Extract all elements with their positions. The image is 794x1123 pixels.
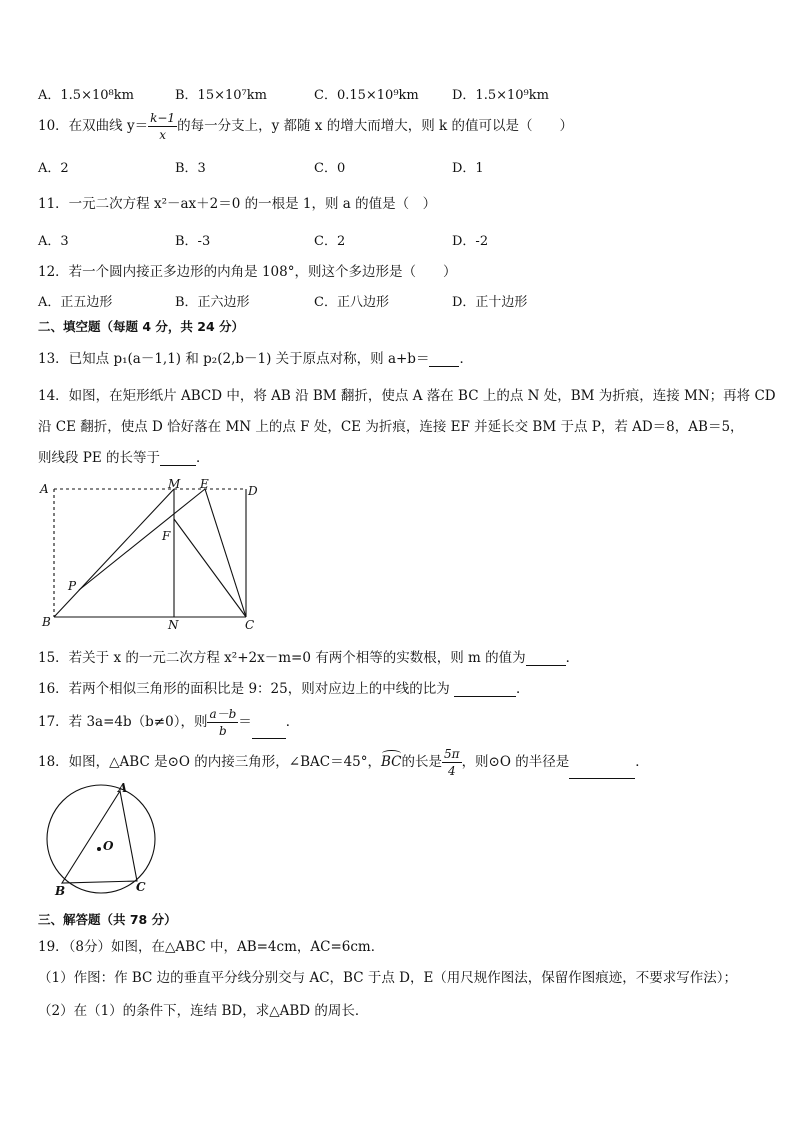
segment-fc <box>174 519 246 617</box>
label-e: E <box>200 477 209 491</box>
q12-question: 12．若一个圆内接正多边形的内角是 108°，则这个多边形是（ ） <box>38 264 457 280</box>
q11-option-b: B．-3 <box>175 234 211 249</box>
arc-symbol-icon <box>382 750 401 757</box>
q11-question: 11．一元二次方程 x²－ax＋2＝0 的一根是 1，则 a 的值是（ ） <box>38 196 437 212</box>
label-a: A <box>118 782 128 795</box>
q12-option-d: D．正十边形 <box>452 295 528 310</box>
q10-option-a: A．2 <box>38 161 69 176</box>
q18-figure <box>40 782 162 898</box>
fold-bm <box>54 489 174 617</box>
q14-text-3: 则线段 PE 的长等于 <box>38 450 161 466</box>
q17-answer-blank[interactable] <box>252 724 286 739</box>
q9-option-b: B．15×10⁷km <box>175 88 267 103</box>
label-p: P <box>68 579 77 593</box>
q16-question: 16．若两个相似三角形的面积比是 9：25，则对应边上的中线的比为 ． <box>38 681 530 697</box>
label-f: F <box>162 529 171 543</box>
q18-question: 18．如图，△ABC 是⊙O 的内接三角形，∠BAC＝45°， BC的长是 $\frac{5\pi}{4}$ ，则⊙O 的半径是 ． <box>38 747 649 778</box>
q18-prefix: 18．如图，△ABC 是⊙O 的内接三角形，∠BAC＝45°， <box>38 754 382 770</box>
q17-prefix: 17．若 3a=4b（b≠0），则 <box>38 714 208 730</box>
q16-text: 16．若两个相似三角形的面积比是 9：25，则对应边上的中线的比为 <box>38 681 450 697</box>
label-c: C <box>245 618 255 632</box>
label-b: B <box>55 884 66 898</box>
q13-answer-blank[interactable] <box>429 352 459 367</box>
section-fill-in-heading: 二、填空题（每题 4 分，共 24 分） <box>38 319 245 334</box>
center-point <box>97 847 101 851</box>
q14-figure <box>36 476 266 634</box>
q18-answer-blank[interactable] <box>569 764 635 779</box>
q9-option-a: A．1.5×10⁸km <box>38 88 134 103</box>
q13-question: 13．已知点 p₁(a－1,1) 和 p₂(2,b－1) 关于原点对称，则 a+b＝ ． <box>38 351 473 367</box>
q14-line-1: 14．如图，在矩形纸片 ABCD 中，将 AB 沿 BM 翻折，使点 A 落在 BC 上的点 N 处，BM 为折痕，连接 MN；再将 CD <box>38 388 776 404</box>
q18-mid: 的长是 <box>401 754 443 770</box>
q17-suffix: ＝ <box>238 714 252 730</box>
circle-o <box>47 785 155 893</box>
triangle-abc <box>62 791 137 883</box>
q12-option-b: B．正六边形 <box>175 295 250 310</box>
label-d: D <box>248 484 258 498</box>
segment-pe <box>79 489 205 590</box>
q14-answer-blank[interactable] <box>160 451 196 466</box>
q15-question: 15．若关于 x 的一元二次方程 x²+2x－m=0 有两个相等的实数根，则 m 的值为 ． <box>38 650 580 666</box>
label-o: O <box>103 839 114 853</box>
q17-fraction <box>207 706 238 739</box>
label-m: M <box>168 477 181 491</box>
q15-text: 15．若关于 x 的一元二次方程 x²+2x－m=0 有两个相等的实数根，则 m 的值为 <box>38 650 526 666</box>
q12-option-c: C．正八边形 <box>314 295 389 310</box>
q17-question: 17．若 3a=4b（b≠0），则 $\frac{a-b}{b}$ ＝ ． <box>38 707 300 738</box>
label-b: B <box>42 615 51 629</box>
q10-option-c: C．0 <box>314 161 346 176</box>
q18-suffix: ，则⊙O 的半径是 <box>461 754 570 770</box>
fold-ce <box>205 489 246 617</box>
q18-arc-bc: BC <box>381 750 402 770</box>
q9-option-c: C．0.15×10⁹km <box>314 88 419 103</box>
q10-frac-num: k−1 <box>150 111 176 125</box>
q17-frac-num: a－b <box>209 707 237 721</box>
q13-text: 13．已知点 p₁(a－1,1) 和 p₂(2,b－1) 关于原点对称，则 a+b＝ <box>38 351 430 367</box>
q14-line-2: 沿 CE 翻折，使点 D 恰好落在 MN 上的点 F 处，CE 为折痕，连接 EF 并延长交 BM 于点 P，若 AD＝8，AB＝5， <box>38 419 744 435</box>
q10-frac-den: x <box>159 128 166 142</box>
q19-part-2: （2）在（1）的条件下，连结 BD，求△ABD 的周长． <box>38 1003 369 1019</box>
q14-line-3: 则线段 PE 的长等于 ． <box>38 450 210 466</box>
q16-answer-blank[interactable] <box>454 682 516 697</box>
q17-frac-den: b <box>219 724 227 738</box>
q12-option-a: A．正五边形 <box>38 295 113 310</box>
q18-fraction <box>442 746 462 779</box>
label-c: C <box>136 880 146 894</box>
q10-suffix: 的每一分支上，y 都随 x 的增大而增大，则 k 的值可以是（ ） <box>177 118 573 134</box>
q10-option-d: D．1 <box>452 161 484 176</box>
q9-option-d: D．1.5×10⁹km <box>452 88 549 103</box>
q11-option-d: D．-2 <box>452 234 489 249</box>
label-n: N <box>168 618 179 632</box>
section-answer-heading: 三、解答题（共 78 分） <box>38 912 177 927</box>
q18-frac-num: 5π <box>444 747 460 761</box>
q10-question <box>38 110 573 143</box>
q10-option-b: B．3 <box>175 161 206 176</box>
q10-fraction <box>148 110 177 143</box>
q19-question: 19．（8分）如图，在△ABC 中，AB=4cm，AC=6cm． <box>38 939 385 955</box>
q11-option-a: A．3 <box>38 234 69 249</box>
q11-option-c: C．2 <box>314 234 346 249</box>
q19-part-1: （1）作图：作 BC 边的垂直平分线分别交与 AC，BC 于点 D，E（用尺规作图法，保留作图痕迹，不要求写作法）； <box>38 970 738 986</box>
q10-prefix: 10．在双曲线 y＝ <box>38 118 149 134</box>
label-a: A <box>40 482 49 496</box>
q18-frac-den: 4 <box>447 764 456 778</box>
q15-answer-blank[interactable] <box>526 651 566 666</box>
